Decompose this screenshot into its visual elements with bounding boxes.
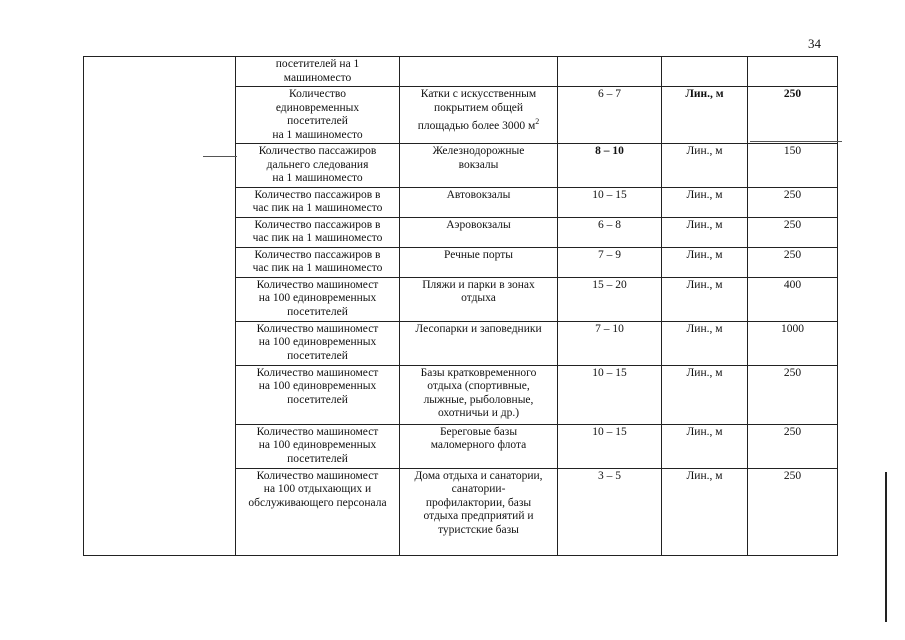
object-cell: Пляжи и парки в зонах отдыха [400,277,558,321]
range-cell: 15 – 20 [558,277,662,321]
unit-cell: Лин., м [662,468,748,555]
range-cell: 6 – 7 [558,87,662,144]
range-cell: 10 – 15 [558,187,662,217]
object-cell: Автовокзалы [400,187,558,217]
value-cell: 1000 [748,321,838,365]
value-cell: 400 [748,277,838,321]
object-cell: Катки с искусственным покрытием общей площадью более 3000 $м^2$ [400,87,558,144]
page-number: 34 [808,36,821,51]
unit-cell: Лин., м [662,87,748,144]
object-cell: Лесопарки и заповедники [400,321,558,365]
unit-cell: Лин., м [662,247,748,277]
value-cell: 250 [748,187,838,217]
object-cell: Аэровокзалы [400,217,558,247]
indicator-cell: Количество пассажиров в час пик на 1 машиноместо [236,187,400,217]
value-cell: 250 [748,365,838,424]
range-cell [558,57,662,87]
value-cell [748,57,838,87]
indicator-cell: Количество машиномест на 100 единовременных посетителей [236,277,400,321]
object-cell: Дома отдыха и санатории, санатории- профилактории, базы отдыха предприятий и туристские базы [400,468,558,555]
indicator-cell: Количество машиномест на 100 единовременных посетителей [236,424,400,468]
range-cell: 10 – 15 [558,365,662,424]
range-cell: 6 – 8 [558,217,662,247]
value-cell: 250 [748,424,838,468]
value-cell: 250 [748,87,838,144]
scan-line-right [750,141,842,142]
unit-cell: Лин., м [662,424,748,468]
category-cell [84,57,236,556]
object-cell: Базы кратковременного отдыха (спортивные, лыжные, рыболовные, охотничьи и др.) [400,365,558,424]
object-cell: Речные порты [400,247,558,277]
range-cell: 7 – 10 [558,321,662,365]
range-cell: 7 – 9 [558,247,662,277]
object-cell: Береговые базы маломерного флота [400,424,558,468]
value-cell: 250 [748,468,838,555]
value-cell: 250 [748,247,838,277]
unit-cell: Лин., м [662,277,748,321]
unit-cell [662,57,748,87]
value-cell: 250 [748,217,838,247]
table-row [84,57,838,87]
indicator-cell: посетителей на 1 машиноместо [236,57,400,87]
indicator-cell: Количество единовременных посетителей на 1 машиноместо [236,87,400,144]
object-cell [400,57,558,87]
scan-edge-mark [885,472,887,622]
scan-line-left [203,156,237,157]
norms-table [83,56,838,556]
unit-cell: Лин., м [662,144,748,188]
unit-cell: Лин., м [662,321,748,365]
range-cell: 3 – 5 [558,468,662,555]
unit-cell: Лин., м [662,217,748,247]
object-cell: Железнодорожные вокзалы [400,144,558,188]
unit-cell: Лин., м [662,187,748,217]
indicator-cell: Количество машиномест на 100 единовременных посетителей [236,365,400,424]
range-cell: 8 – 10 [558,144,662,188]
indicator-cell: Количество пассажиров в час пик на 1 машиноместо [236,217,400,247]
value-cell: 150 [748,144,838,188]
unit-cell: Лин., м [662,365,748,424]
range-cell: 10 – 15 [558,424,662,468]
indicator-cell: Количество машиномест на 100 единовременных посетителей [236,321,400,365]
indicator-cell: Количество машиномест на 100 отдыхающих и обслуживающего персонала [236,468,400,555]
indicator-cell: Количество пассажиров в час пик на 1 машиноместо [236,247,400,277]
indicator-cell: Количество пассажиров дальнего следования на 1 машиноместо [236,144,400,188]
